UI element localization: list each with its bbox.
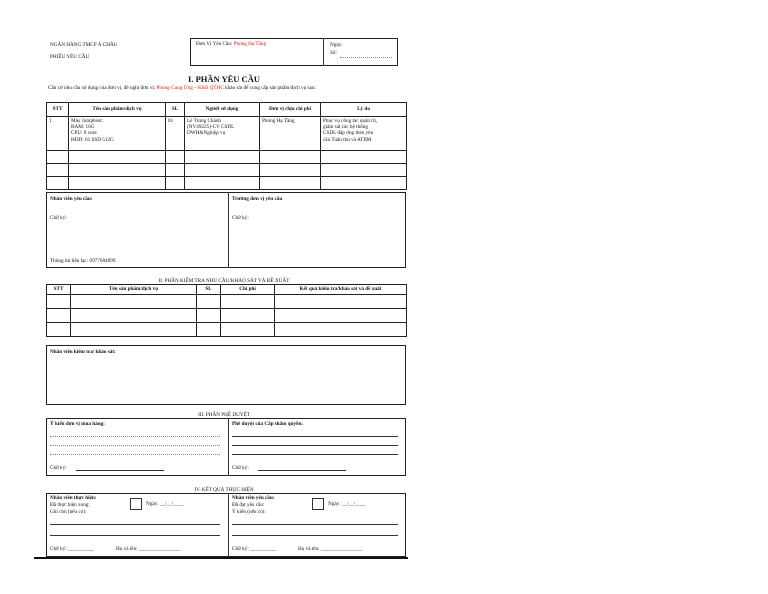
bank-name: NGÂN HÀNG TMCP Á CHÂU xyxy=(50,42,118,48)
table-row xyxy=(47,323,407,337)
reason-line: cầu Tuân thủ và ATBM xyxy=(323,136,372,143)
dotted-line xyxy=(50,445,220,446)
col-user: Người sử dụng xyxy=(185,103,260,117)
survey-col-stt: STT xyxy=(47,285,71,295)
table-row xyxy=(47,117,407,151)
section1-title: I. PHẦN YÊU CẦU xyxy=(188,74,260,84)
signature-line xyxy=(76,470,164,471)
requester-signature: Chữ ký: xyxy=(50,215,67,221)
received-checkbox[interactable] xyxy=(312,498,324,510)
table-row xyxy=(47,309,407,323)
done-checkbox[interactable] xyxy=(130,498,142,510)
table-row xyxy=(47,177,407,190)
note-line xyxy=(50,535,220,536)
product-line: CPU: 8 core xyxy=(71,130,97,137)
checker-label: Nhân viên kiểm tra/ khảo sát: xyxy=(50,349,116,355)
head-label: Trưởng đơn vị yêu cầu xyxy=(232,196,283,202)
approval-signature: Chữ ký: xyxy=(232,465,249,471)
table-row xyxy=(47,164,407,177)
survey-table xyxy=(46,284,407,337)
table-row xyxy=(47,295,407,309)
executor-signature: Chữ ký: __________ xyxy=(50,546,95,552)
col-stt: STT xyxy=(47,103,69,117)
section4-title: IV. KẾT QUẢ THỰC HIỆN xyxy=(194,487,254,493)
result-requester-label: Nhân viên yêu cầu: xyxy=(232,495,275,501)
header-divider xyxy=(323,38,324,66)
done-label: Đã thực hiện xong: xyxy=(50,502,90,508)
basis-prefix: Căn cứ nhu cầu sử dụng của đơn vị, đề nghị đơn vị: xyxy=(48,85,156,91)
result-divider xyxy=(228,493,229,557)
requester-divider xyxy=(228,192,229,268)
user-line: DWH&Nghiệp vụ xyxy=(187,130,226,137)
table-row xyxy=(47,151,407,164)
user-line: Lê Trung Chánh xyxy=(187,118,222,124)
result-requester-signature: Chữ ký: __________ xyxy=(232,546,277,552)
survey-col-qty: SL xyxy=(197,285,221,295)
basis-suffix: khảo sát để cung cấp sản phẩm/dịch vụ sau: xyxy=(225,85,316,91)
done-date: Ngày: __/__/____ xyxy=(146,501,184,507)
product-line: HDD: 01 SSD 512G xyxy=(71,136,114,143)
executor-label: Nhân viên thực hiện: xyxy=(50,495,97,501)
row1-cost-unit: Phòng Hạ Tầng xyxy=(260,117,321,151)
requester-label: Nhân viên yêu cầu: xyxy=(50,196,93,202)
approval-line xyxy=(232,436,398,437)
dotted-line xyxy=(50,454,220,455)
request-table xyxy=(46,102,407,190)
request-unit-label: Đơn Vị Yêu Cầu: xyxy=(196,41,233,47)
approval-line xyxy=(232,454,398,455)
form-name: PHIẾU YÊU CẦU xyxy=(50,54,90,60)
number-line xyxy=(340,57,392,58)
col-reason: Lý do xyxy=(321,103,407,117)
opinion-line xyxy=(232,524,398,525)
signature-line xyxy=(258,470,346,471)
row1-reason xyxy=(321,117,407,151)
section1-basis xyxy=(48,85,398,91)
col-qty: SL xyxy=(166,103,185,117)
row1-stt: 1 xyxy=(47,117,69,151)
received-date: Ngày: __/__/____ xyxy=(328,501,366,507)
purchasing-signature: Chữ ký: xyxy=(50,465,67,471)
col-product: Tên sản phẩm/dịch vụ xyxy=(69,103,166,117)
product-line: Máy Jumphost: xyxy=(71,118,104,124)
request-unit-value: Phòng Hạ Tầng xyxy=(233,41,267,47)
survey-col-result: Kết quả kiểm tra/khảo sát và đề xuất xyxy=(275,285,407,295)
executor-name: Họ và tên: ________________ xyxy=(116,546,181,552)
reason-line: Phục vụ công tác quản trị, xyxy=(323,118,378,124)
survey-col-cost: Chi phí xyxy=(221,285,275,295)
page-bottom-rule xyxy=(34,557,408,559)
requester-box xyxy=(46,192,406,268)
result-requester-name: Họ và tên: ________________ xyxy=(298,546,363,552)
request-unit xyxy=(196,41,266,47)
approval-line xyxy=(232,445,398,446)
approval-divider xyxy=(228,418,229,476)
survey-col-product: Tên sản phẩm/dịch vụ xyxy=(71,285,197,295)
contact-info: Thông tin liên lạc: 0977684899 xyxy=(50,258,116,264)
col-cost-unit: Đơn vị chịu chi phí xyxy=(260,103,321,117)
opinion-line xyxy=(232,535,398,536)
reason-line: CSDL đáp ứng theo yêu xyxy=(323,130,374,137)
user-line: (NV49225)-CV CSDL xyxy=(187,124,235,131)
purchasing-label: Ý kiến đơn vị mua hàng: xyxy=(50,421,105,427)
product-line: RAM: 16G xyxy=(71,124,95,131)
note-line xyxy=(50,524,220,525)
opinion-label: Ý kiến (nếu có): xyxy=(232,509,266,515)
basis-unit: Phòng Cung Ứng – Khối QTHC xyxy=(156,85,224,91)
reason-line: giám sát các hệ thống xyxy=(323,124,368,131)
section3-title: III. PHẦN PHÊ DUYỆT xyxy=(198,412,250,418)
date-label: Ngày: xyxy=(330,42,343,48)
row1-user xyxy=(185,117,260,151)
note-label: Ghi chú (nếu có): xyxy=(50,509,87,515)
section2-title: II. PHẦN KIỂM TRA NHU CẦU/KHẢO SÁT VÀ ĐỀ XUẤT xyxy=(158,278,290,284)
dotted-line xyxy=(50,436,220,437)
head-signature: Chữ ký: xyxy=(232,215,249,221)
document-page xyxy=(40,32,408,560)
number-label: Số: xyxy=(330,50,337,56)
received-label: Đã đạt yêu cầu: xyxy=(232,502,265,508)
row1-product xyxy=(69,117,166,151)
row1-qty: 01 xyxy=(166,117,185,151)
approval-label: Phê duyệt của Cấp thẩm quyền: xyxy=(232,421,304,427)
